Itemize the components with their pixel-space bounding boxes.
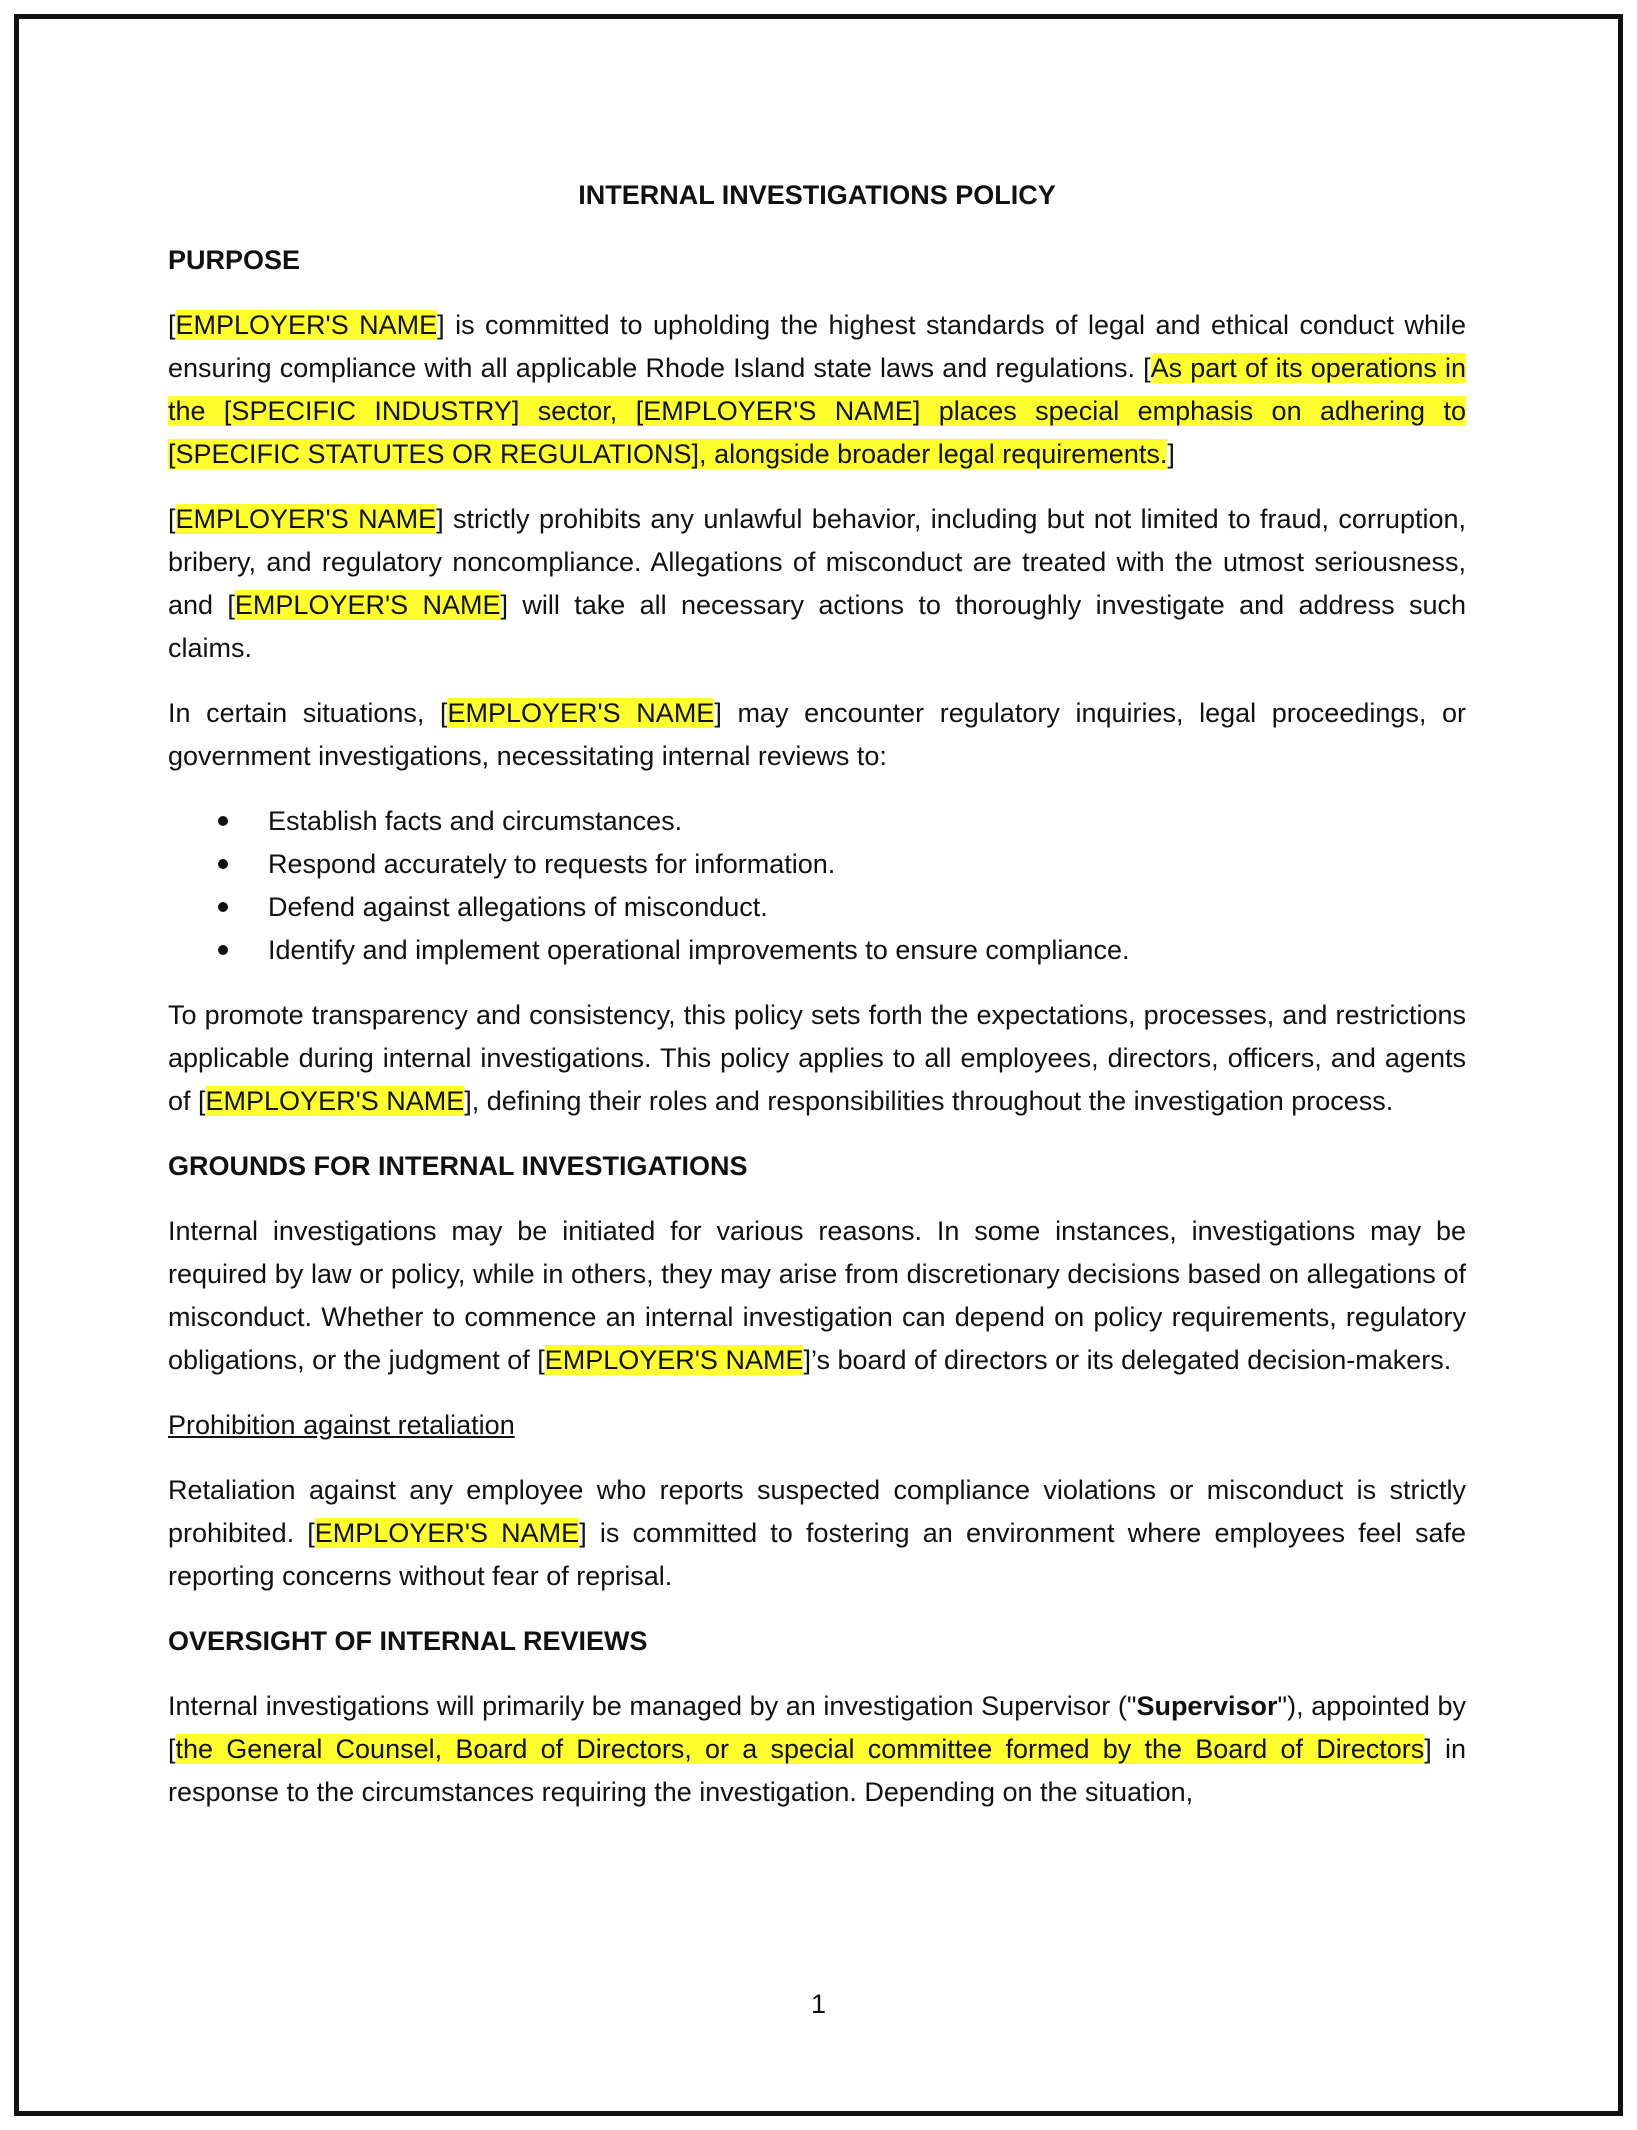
purpose-bullet-list	[168, 800, 1466, 972]
placeholder-employer-name: EMPLOYER'S NAME	[234, 590, 501, 620]
purpose-paragraph-3: In certain situations, [EMPLOYER'S NAME] may encounter regulatory inquiries, legal proceedings, or government investigations, necessitating internal reviews to:	[168, 698, 1467, 771]
placeholder-employer-name: EMPLOYER'S NAME	[544, 1345, 804, 1375]
placeholder-employer-name: EMPLOYER'S NAME	[447, 698, 715, 728]
section-heading-purpose: PURPOSE	[168, 245, 301, 275]
document-title: INTERNAL INVESTIGATIONS POLICY	[578, 180, 1056, 210]
purpose-paragraph-1: [EMPLOYER'S NAME] is committed to upholding the highest standards of legal and ethical conduct while ensuring compliance with all applicable Rhode Island state laws and regulations. [As part of its operations in the [SPECIFIC INDUSTRY] sector, [EMPLOYER'S NAME] places special emphasis on adhering to [SPECIFIC STATUTES OR REGULATIONS], alongside broader legal requirements.]	[168, 310, 1466, 469]
list-item: Establish facts and circumstances.	[268, 800, 1466, 843]
defined-term-supervisor: Supervisor	[1136, 1691, 1278, 1721]
list-item: Respond accurately to requests for information.	[268, 843, 1466, 886]
section-heading-oversight: OVERSIGHT OF INTERNAL REVIEWS	[168, 1626, 648, 1656]
purpose-paragraph-2: [EMPLOYER'S NAME] strictly prohibits any unlawful behavior, including but not limited to fraud, corruption, bribery, and regulatory noncompliance. Allegations of misconduct are treated with the utmost seriousness, and [EMPLOYER'S NAME] will take all necessary actions to thoroughly investigate and address such claims.	[168, 504, 1467, 663]
page-number: 1	[810, 1989, 827, 2019]
placeholder-appointing-body: the General Counsel, Board of Directors, or a special committee formed by the Board of Directors	[175, 1734, 1425, 1764]
placeholder-employer-name: EMPLOYER'S NAME	[175, 310, 438, 340]
placeholder-employer-name: EMPLOYER'S NAME	[175, 504, 437, 534]
placeholder-industry-clause: As part of its operations in the [SPECIFIC INDUSTRY] sector, [EMPLOYER'S NAME] places special emphasis on adhering to [SPECIFIC STATUTES OR REGULATIONS], alongside broader legal requirements.	[168, 353, 1466, 469]
subheading-retaliation: Prohibition against retaliation	[168, 1410, 515, 1440]
oversight-paragraph-1: Internal investigations will primarily be managed by an investigation Supervisor ("Supervisor"), appointed by [the General Counsel, Board of Directors, or a special committee formed by the Board of Directors] in response to the circumstances requiring the investigation. Depending on the situation,	[168, 1691, 1466, 1807]
list-item: Identify and implement operational improvements to ensure compliance.	[268, 929, 1466, 972]
placeholder-employer-name: EMPLOYER'S NAME	[314, 1518, 580, 1548]
placeholder-employer-name: EMPLOYER'S NAME	[205, 1086, 465, 1116]
document-body	[168, 174, 1466, 1836]
section-heading-grounds: GROUNDS FOR INTERNAL INVESTIGATIONS	[168, 1151, 748, 1181]
document-page	[14, 14, 1623, 2116]
list-item: Defend against allegations of misconduct.	[268, 886, 1466, 929]
purpose-paragraph-4: To promote transparency and consistency, this policy sets forth the expectations, processes, and restrictions applicable during internal investigations. This policy applies to all employees, directors, officers, and agents of [EMPLOYER'S NAME], defining their roles and responsibilities throughout the investigation process.	[168, 1000, 1466, 1116]
grounds-paragraph-1: Internal investigations may be initiated for various reasons. In some instances, investigations may be required by law or policy, while in others, they may arise from discretionary decisions based on allegations of misconduct. Whether to commence an internal investigation can depend on policy requirements, regulatory obligations, or the judgment of [EMPLOYER'S NAME]’s board of directors or its delegated decision-makers.	[168, 1216, 1466, 1375]
grounds-paragraph-2: Retaliation against any employee who reports suspected compliance violations or misconduct is strictly prohibited. [EMPLOYER'S NAME] is committed to fostering an environment where employees feel safe reporting concerns without fear of reprisal.	[168, 1475, 1466, 1591]
